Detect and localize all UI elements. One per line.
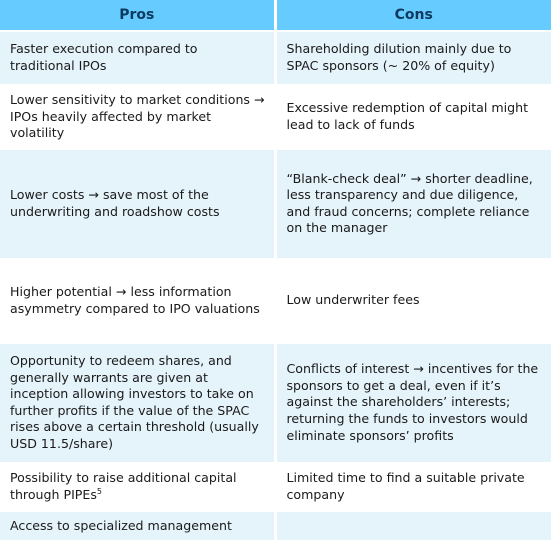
- pros-cell: Faster execution compared to traditional IPOs: [0, 31, 275, 85]
- pros-header: Pros: [0, 0, 275, 31]
- pros-cell: Lower costs → save most of the underwriting and roadshow costs: [0, 149, 275, 259]
- cons-cell: Shareholding dilution mainly due to SPAC sponsors (~ 20% of equity): [275, 31, 551, 85]
- pros-cell: [0, 463, 275, 511]
- cons-cell: [275, 511, 551, 540]
- pros-cell: Higher potential → less information asymmetry compared to IPO valuations: [0, 259, 275, 343]
- pros-cell: Access to specialized management: [0, 511, 275, 540]
- table-row: [0, 259, 551, 343]
- cons-cell: Limited time to find a suitable private company: [275, 463, 551, 511]
- cons-header: Cons: [275, 0, 551, 31]
- header-row: [0, 0, 551, 31]
- table-row: [0, 463, 551, 511]
- pros-text: Possibility to raise additional capital through PIPEs: [10, 470, 237, 502]
- table-row: [0, 31, 551, 85]
- table-row: [0, 511, 551, 540]
- table-row: [0, 85, 551, 149]
- table-row: [0, 149, 551, 259]
- footnote-marker: 5: [96, 486, 103, 496]
- cons-cell: Excessive redemption of capital might lead to lack of funds: [275, 85, 551, 149]
- cons-cell: Low underwriter fees: [275, 259, 551, 343]
- pros-cell: Lower sensitivity to market conditions → IPOs heavily affected by market volatility: [0, 85, 275, 149]
- cons-cell: “Blank-check deal” → shorter deadline, less transparency and due diligence, and fraud concerns; complete reliance on the manager: [275, 149, 551, 259]
- pros-cell: Opportunity to redeem shares, and generally warrants are given at inception allowing investors to take on further profits if the value of the SPAC rises above a certain threshold (usually USD 11.5/share): [0, 343, 275, 463]
- table-row: [0, 343, 551, 463]
- cons-cell: Conflicts of interest → incentives for the sponsors to get a deal, even if it’s against the shareholders’ interests; returning the funds to investors would eliminate sponsors’ profits: [275, 343, 551, 463]
